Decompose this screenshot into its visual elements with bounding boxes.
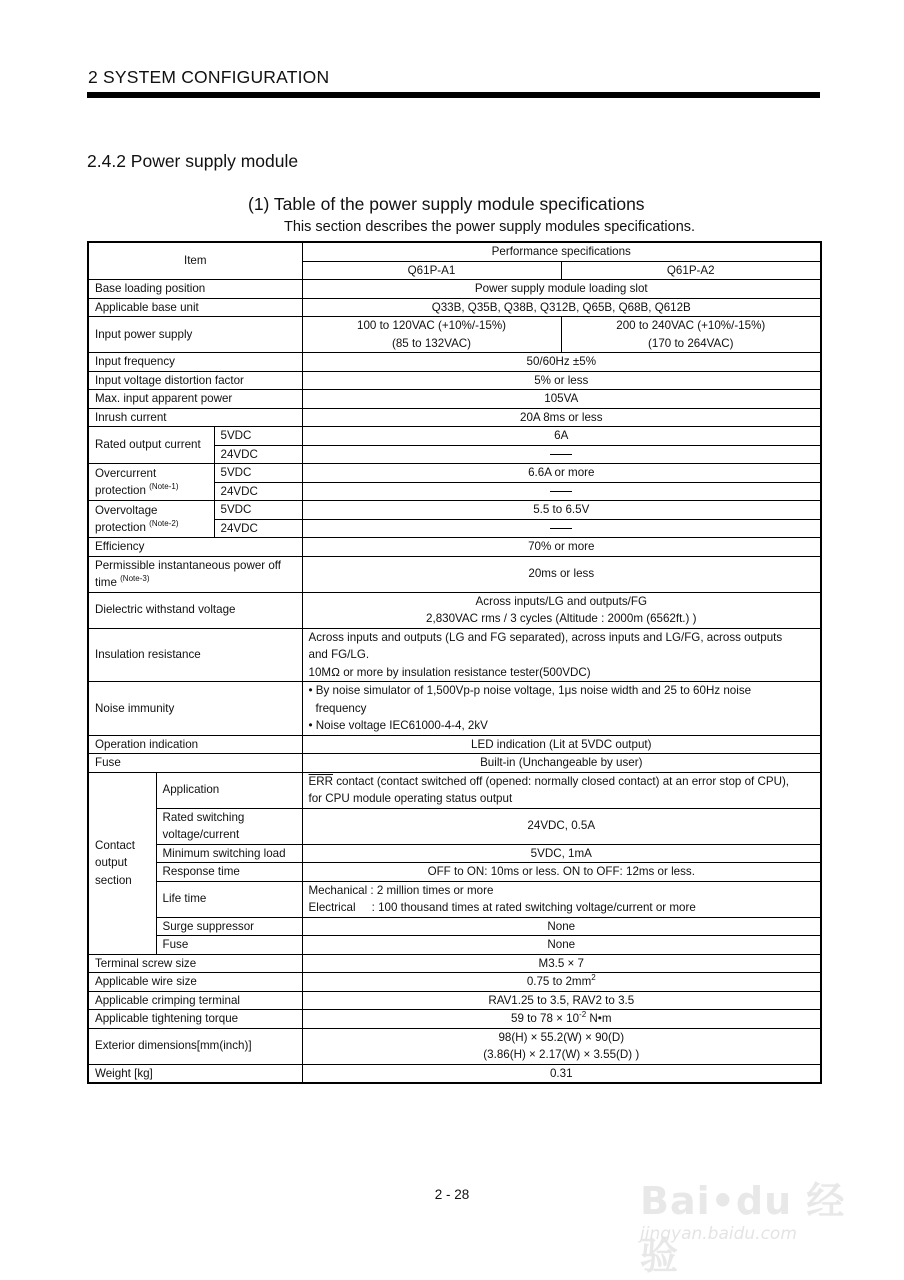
intro-text: This section describes the power supply modules specifications.: [284, 219, 696, 235]
row-label: Max. input apparent power: [88, 390, 302, 409]
value-line: Across inputs/LG and outputs/FG: [475, 594, 647, 608]
label-text: protection: [95, 484, 146, 497]
row-value: Built-in (Unchangeable by user): [302, 754, 821, 773]
table-row: [88, 317, 821, 353]
header-rule: [87, 92, 820, 98]
voltage-label: 24VDC: [214, 445, 302, 464]
row-value: None: [302, 917, 821, 936]
row-label: Minimum switching load: [156, 844, 302, 863]
row-value: 24VDC, 0.5A: [302, 808, 821, 844]
row-label: Fuse: [156, 936, 302, 955]
row-label: [88, 464, 214, 501]
row-value: [302, 881, 821, 917]
table-row: [88, 556, 821, 592]
row-label: Applicable base unit: [88, 298, 302, 317]
table-row: [88, 808, 821, 844]
row-value: [302, 592, 821, 628]
value-line: (3.86(H) × 2.17(W) × 3.55(D) ): [483, 1048, 640, 1061]
value-line: frequency: [315, 701, 367, 715]
dash-value: [302, 519, 821, 538]
row-value: 105VA: [302, 390, 821, 409]
value-line: Electrical : 100 thousand times at rated switching voltage/current or more: [308, 901, 696, 914]
label-line: Overcurrent: [95, 466, 157, 480]
table-row: [88, 371, 821, 390]
value-line: (170 to 264VAC): [648, 336, 734, 350]
table-row: [88, 844, 821, 863]
row-value: [302, 973, 821, 992]
table-row: [88, 464, 821, 483]
voltage-label: 24VDC: [214, 519, 302, 538]
row-label: Input power supply: [88, 317, 302, 353]
dash-value: [302, 445, 821, 464]
table-row: [88, 991, 821, 1010]
item-header: Item: [88, 242, 302, 280]
err-text: $\overline{ERR}$: [308, 774, 333, 788]
row-label: [88, 556, 302, 592]
table-row: [88, 917, 821, 936]
table-row: [88, 954, 821, 973]
input-power-a1: [302, 317, 561, 353]
row-value: 5% or less: [302, 371, 821, 390]
row-label: [88, 501, 214, 538]
row-value: [302, 628, 821, 682]
row-value: 5.5 to 6.5V: [302, 501, 821, 520]
row-value: 0.31: [302, 1064, 821, 1083]
value-line: 200 to 240VAC (+10%/-15%): [616, 319, 766, 332]
label-line: [95, 519, 208, 537]
row-label: Weight [kg]: [88, 1064, 302, 1083]
row-label: [156, 808, 302, 844]
row-label: Noise immunity: [88, 682, 302, 736]
row-value: 20ms or less: [302, 556, 821, 592]
label-text: time: [95, 576, 117, 589]
section-title: 2.4.2 Power supply module: [87, 151, 299, 171]
table-row: [88, 408, 821, 427]
row-label: Inrush current: [88, 408, 302, 427]
table-row: [88, 353, 821, 372]
row-label: Input frequency: [88, 353, 302, 372]
label-text: protection: [95, 521, 146, 534]
value-text: 59 to 78 × 10: [511, 1012, 580, 1025]
table-row: [88, 682, 821, 736]
row-value: OFF to ON: 10ms or less. ON to OFF: 12ms or less.: [302, 863, 821, 882]
value-line: 98(H) × 55.2(W) × 90(D): [498, 1030, 625, 1044]
label-line: [95, 482, 208, 500]
contact-output-label: [88, 772, 156, 954]
row-value: Power supply module loading slot: [302, 280, 821, 299]
row-value: 5VDC, 1mA: [302, 844, 821, 863]
row-value: 6.6A or more: [302, 464, 821, 483]
row-label: Application: [156, 772, 302, 808]
value-line: 2,830VAC rms / 3 cycles (Altitude : 2000m (6562ft.) ): [426, 612, 697, 625]
table-row: [88, 280, 821, 299]
superscript: 2: [591, 973, 596, 983]
label-line: Contact: [95, 838, 135, 852]
table-row: [88, 1064, 821, 1083]
table-row: [88, 298, 821, 317]
table-row: [88, 754, 821, 773]
table-row: [88, 936, 821, 955]
table-row: [88, 628, 821, 682]
value-line: 100 to 120VAC (+10%/-15%): [357, 319, 506, 332]
value-line: Across inputs and outputs (LG and FG separated), across inputs and LG/FG, across outputs: [308, 630, 783, 644]
watermark-url: jingyan.baidu.com: [640, 1224, 797, 1244]
value-text: 0.75 to 2mm: [526, 975, 592, 988]
table-row: [88, 1010, 821, 1029]
dash-mark: [550, 454, 572, 455]
row-label: Applicable crimping terminal: [88, 991, 302, 1010]
page-number: 2 - 28: [434, 1187, 470, 1202]
model-a1: Q61P-A1: [302, 261, 561, 280]
row-label: Fuse: [88, 754, 302, 773]
row-value: 20A 8ms or less: [302, 408, 821, 427]
row-value: 70% or more: [302, 538, 821, 557]
row-value: 6A: [302, 427, 821, 446]
label-line: voltage/current: [162, 828, 240, 841]
note-ref: (Note-1): [149, 482, 179, 492]
value-line: • By noise simulator of 1,500Vp-p noise voltage, 1μs noise width and 25 to 60Hz noise: [308, 684, 752, 697]
superscript: -2: [579, 1010, 587, 1020]
voltage-label: 5VDC: [214, 501, 302, 520]
voltage-label: 24VDC: [214, 482, 302, 501]
value-line: (85 to 132VAC): [391, 336, 472, 350]
dash-mark: [550, 528, 572, 529]
row-label: Rated output current: [88, 427, 214, 464]
label-line: section: [95, 873, 132, 887]
value-text: contact (contact switched off (opened: normally closed contact) at an error stop of CPU),: [333, 774, 790, 788]
row-label: Operation indication: [88, 735, 302, 754]
voltage-label: 5VDC: [214, 464, 302, 483]
note-ref: (Note-2): [149, 519, 179, 529]
row-label: Insulation resistance: [88, 628, 302, 682]
row-label: Exterior dimensions[mm(inch)]: [88, 1028, 302, 1064]
row-value: None: [302, 936, 821, 955]
table-row: [88, 538, 821, 557]
chapter-title: 2 SYSTEM CONFIGURATION: [88, 67, 330, 87]
row-label: Base loading position: [88, 280, 302, 299]
table-row: [88, 973, 821, 992]
label-line: Rated switching: [162, 810, 245, 824]
row-value: [302, 682, 821, 736]
value-line: 10MΩ or more by insulation resistance tester(500VDC): [308, 665, 591, 679]
voltage-label: 5VDC: [214, 427, 302, 446]
row-label: Response time: [156, 863, 302, 882]
row-label: Efficiency: [88, 538, 302, 557]
dash-value: [302, 482, 821, 501]
table-row: [88, 427, 821, 446]
perf-header: Performance specifications: [302, 242, 821, 261]
row-label: Life time: [156, 881, 302, 917]
table-row: [88, 881, 821, 917]
value-line: • Noise voltage IEC61000-4-4, 2kV: [308, 719, 488, 732]
watermark-logo: Bai•du 经验: [640, 1179, 846, 1278]
value-text: N•m: [586, 1012, 612, 1025]
row-value: [302, 1028, 821, 1064]
value-line: for CPU module operating status output: [308, 792, 513, 805]
dash-mark: [550, 491, 572, 492]
label-line: output: [95, 856, 128, 870]
input-power-a2: [561, 317, 821, 353]
row-value: RAV1.25 to 3.5, RAV2 to 3.5: [302, 991, 821, 1010]
table-row: [88, 242, 821, 261]
table-row: [88, 735, 821, 754]
row-value: [302, 1010, 821, 1029]
table-row: [88, 772, 821, 808]
baidu-watermark: [640, 1170, 870, 1278]
table-row: [88, 390, 821, 409]
value-line: [309, 773, 815, 791]
value-line: Mechanical : 2 million times or more: [308, 883, 494, 897]
row-label: Dielectric withstand voltage: [88, 592, 302, 628]
row-value: 50/60Hz ±5%: [302, 353, 821, 372]
row-label: Applicable tightening torque: [88, 1010, 302, 1029]
label-line: [95, 574, 296, 592]
value-line: and FG/LG.: [308, 648, 370, 661]
row-label: Input voltage distortion factor: [88, 371, 302, 390]
row-label: Applicable wire size: [88, 973, 302, 992]
spec-table: [87, 241, 822, 1084]
note-ref: (Note-3): [120, 574, 150, 584]
table-row: [88, 501, 821, 520]
table-row: [88, 592, 821, 628]
row-label: Terminal screw size: [88, 954, 302, 973]
row-value: [302, 772, 821, 808]
row-label: Surge suppressor: [156, 917, 302, 936]
row-value: M3.5 × 7: [302, 954, 821, 973]
row-value: LED indication (Lit at 5VDC output): [302, 735, 821, 754]
row-value: Q33B, Q35B, Q38B, Q312B, Q65B, Q68B, Q612B: [302, 298, 821, 317]
subsection-title: (1) Table of the power supply module specifications: [248, 194, 645, 214]
label-line: Permissible instantaneous power off: [95, 558, 282, 572]
table-row: [88, 1028, 821, 1064]
label-line: Overvoltage: [95, 503, 158, 517]
model-a2: Q61P-A2: [561, 261, 821, 280]
table-row: [88, 863, 821, 882]
